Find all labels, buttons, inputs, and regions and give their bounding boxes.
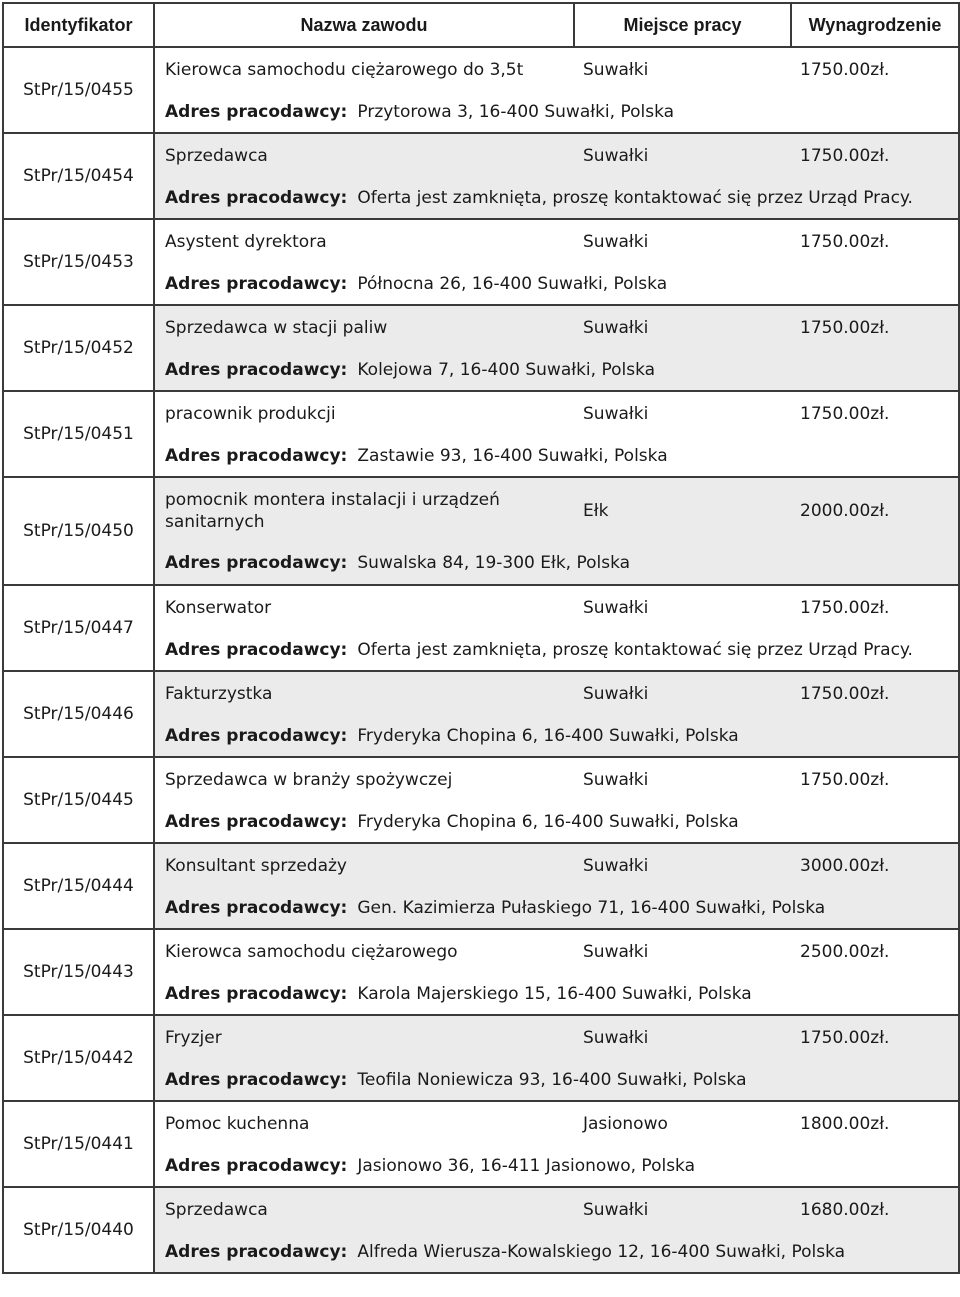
- offer-details: [154, 477, 959, 585]
- offer-id: StPr/15/0455: [3, 47, 154, 133]
- employer-address: Teofila Noniewicza 93, 16-400 Suwałki, Polska: [357, 1070, 747, 1090]
- table-row: [3, 929, 959, 1015]
- job-place: Suwałki: [583, 232, 649, 252]
- job-name: Konsultant sprzedaży: [165, 856, 347, 876]
- address-label: Adres pracodawcy:: [165, 640, 348, 660]
- job-pay: 2000.00zł.: [800, 501, 890, 521]
- offer-details: [154, 929, 959, 1015]
- job-place: Jasionowo: [583, 1114, 668, 1134]
- offer-details: [154, 1101, 959, 1187]
- employer-address: Alfreda Wierusza-Kowalskiego 12, 16-400 Suwałki, Polska: [357, 1242, 846, 1262]
- job-pay: 1750.00zł.: [800, 1028, 890, 1048]
- offer-id: StPr/15/0454: [3, 133, 154, 219]
- job-pay: 1800.00zł.: [800, 1114, 890, 1134]
- job-place: Suwałki: [583, 146, 649, 166]
- job-place: Suwałki: [583, 1200, 649, 1220]
- offer-id: StPr/15/0445: [3, 757, 154, 843]
- job-place: Suwałki: [583, 598, 649, 618]
- employer-address: Fryderyka Chopina 6, 16-400 Suwałki, Polska: [357, 812, 739, 832]
- table-row: [3, 47, 959, 133]
- header-name: Nazwa zawodu: [154, 3, 574, 47]
- job-place: Ełk: [583, 501, 609, 521]
- table-row: [3, 391, 959, 477]
- address-label: Adres pracodawcy:: [165, 898, 348, 918]
- employer-address: Gen. Kazimierza Pułaskiego 71, 16-400 Suwałki, Polska: [357, 898, 826, 918]
- employer-address: Północna 26, 16-400 Suwałki, Polska: [357, 274, 668, 294]
- header-pay: Wynagrodzenie: [791, 3, 959, 47]
- job-pay: 1750.00zł.: [800, 770, 890, 790]
- offer-id: StPr/15/0452: [3, 305, 154, 391]
- offer-details: [154, 133, 959, 219]
- job-pay: 1750.00zł.: [800, 598, 890, 618]
- employer-address: Zastawie 93, 16-400 Suwałki, Polska: [357, 446, 668, 466]
- job-name: pomocnik montera instalacji i urządzeń sanitarnych: [165, 490, 500, 532]
- table-row: [3, 757, 959, 843]
- job-place: Suwałki: [583, 1028, 649, 1048]
- offer-id: StPr/15/0446: [3, 671, 154, 757]
- job-pay: 1750.00zł.: [800, 60, 890, 80]
- offer-id: StPr/15/0441: [3, 1101, 154, 1187]
- offer-id: StPr/15/0453: [3, 219, 154, 305]
- job-pay: 1750.00zł.: [800, 318, 890, 338]
- job-pay: 1750.00zł.: [800, 232, 890, 252]
- employer-address: Przytorowa 3, 16-400 Suwałki, Polska: [357, 102, 675, 122]
- offer-details: [154, 671, 959, 757]
- employer-address: Oferta jest zamknięta, proszę kontaktować się przez Urząd Pracy.: [357, 188, 913, 208]
- employer-address: Karola Majerskiego 15, 16-400 Suwałki, Polska: [357, 984, 752, 1004]
- offer-details: [154, 843, 959, 929]
- job-pay: 3000.00zł.: [800, 856, 890, 876]
- employer-address: Suwalska 84, 19-300 Ełk, Polska: [357, 553, 631, 573]
- job-name: Fryzjer: [165, 1028, 222, 1048]
- table-row: [3, 671, 959, 757]
- employer-address: Oferta jest zamknięta, proszę kontaktować się przez Urząd Pracy.: [357, 640, 913, 660]
- address-label: Adres pracodawcy:: [165, 1242, 348, 1262]
- job-name: Sprzedawca w stacji paliw: [165, 318, 388, 338]
- offer-id: StPr/15/0447: [3, 585, 154, 671]
- address-label: Adres pracodawcy:: [165, 360, 348, 380]
- job-place: Suwałki: [583, 856, 649, 876]
- offer-id: StPr/15/0442: [3, 1015, 154, 1101]
- offer-id: StPr/15/0440: [3, 1187, 154, 1273]
- address-label: Adres pracodawcy:: [165, 274, 348, 294]
- address-label: Adres pracodawcy:: [165, 1156, 348, 1176]
- job-place: Suwałki: [583, 684, 649, 704]
- job-name: Fakturzystka: [165, 684, 273, 704]
- offer-id: StPr/15/0444: [3, 843, 154, 929]
- job-pay: 1750.00zł.: [800, 146, 890, 166]
- job-name: Konserwator: [165, 598, 272, 618]
- job-place: Suwałki: [583, 942, 649, 962]
- table-row: [3, 305, 959, 391]
- job-name: Sprzedawca: [165, 1200, 268, 1220]
- table-row: [3, 133, 959, 219]
- offer-details: [154, 1187, 959, 1273]
- address-label: Adres pracodawcy:: [165, 188, 348, 208]
- table-row: [3, 1101, 959, 1187]
- job-pay: 2500.00zł.: [800, 942, 890, 962]
- offer-details: [154, 757, 959, 843]
- header-place: Miejsce pracy: [574, 3, 791, 47]
- job-place: Suwałki: [583, 60, 649, 80]
- employer-address: Fryderyka Chopina 6, 16-400 Suwałki, Polska: [357, 726, 739, 746]
- address-label: Adres pracodawcy:: [165, 446, 348, 466]
- job-name: Sprzedawca w branży spożywczej: [165, 770, 453, 790]
- address-label: Adres pracodawcy:: [165, 984, 348, 1004]
- table-row: [3, 477, 959, 585]
- table-row: [3, 219, 959, 305]
- address-label: Adres pracodawcy:: [165, 102, 348, 122]
- job-place: Suwałki: [583, 770, 649, 790]
- address-label: Adres pracodawcy:: [165, 1070, 348, 1090]
- address-label: Adres pracodawcy:: [165, 553, 348, 573]
- offer-id: StPr/15/0450: [3, 477, 154, 585]
- job-offers-table: [2, 2, 960, 1274]
- job-place: Suwałki: [583, 404, 649, 424]
- offer-details: [154, 47, 959, 133]
- job-name: Sprzedawca: [165, 146, 268, 166]
- job-name: pracownik produkcji: [165, 404, 336, 424]
- header-id: Identyfikator: [3, 3, 154, 47]
- job-pay: 1750.00zł.: [800, 404, 890, 424]
- offer-id: StPr/15/0443: [3, 929, 154, 1015]
- table-header-row: [3, 3, 959, 47]
- employer-address: Kolejowa 7, 16-400 Suwałki, Polska: [357, 360, 656, 380]
- address-label: Adres pracodawcy:: [165, 812, 348, 832]
- table-row: [3, 585, 959, 671]
- offer-details: [154, 391, 959, 477]
- job-place: Suwałki: [583, 318, 649, 338]
- employer-address: Jasionowo 36, 16-411 Jasionowo, Polska: [357, 1156, 696, 1176]
- offer-details: [154, 219, 959, 305]
- offer-id: StPr/15/0451: [3, 391, 154, 477]
- table-row: [3, 843, 959, 929]
- offer-details: [154, 305, 959, 391]
- job-name: Pomoc kuchenna: [165, 1114, 310, 1134]
- offer-details: [154, 1015, 959, 1101]
- job-name: Asystent dyrektora: [165, 232, 327, 252]
- job-pay: 1680.00zł.: [800, 1200, 890, 1220]
- offer-details: [154, 585, 959, 671]
- table-row: [3, 1015, 959, 1101]
- job-name: Kierowca samochodu ciężarowego: [165, 942, 458, 962]
- job-pay: 1750.00zł.: [800, 684, 890, 704]
- table-row: [3, 1187, 959, 1273]
- job-name: Kierowca samochodu ciężarowego do 3,5t: [165, 60, 524, 80]
- address-label: Adres pracodawcy:: [165, 726, 348, 746]
